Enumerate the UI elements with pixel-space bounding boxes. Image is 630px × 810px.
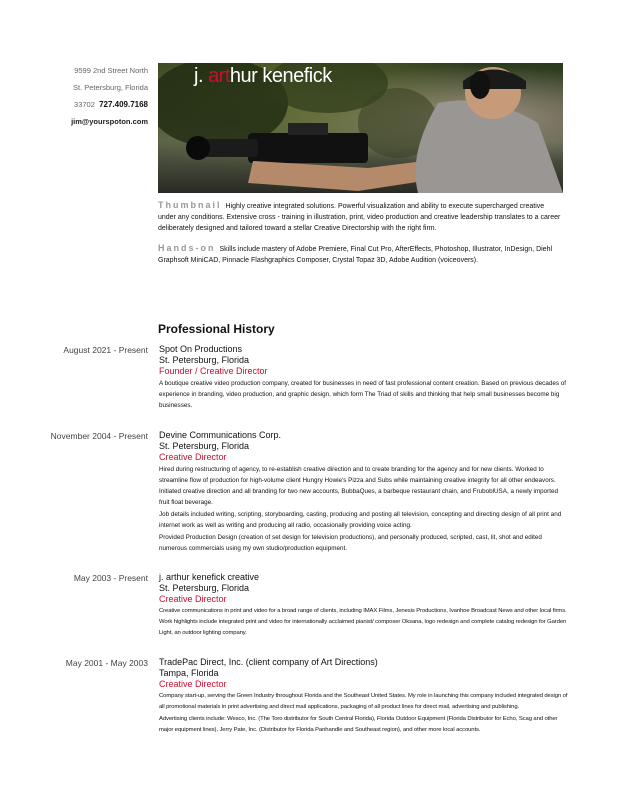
job-description-2: Job details included writing, scripting, storyboarding, casting, producing and posting all television, concepting and directing design of all print and internet work as well as writing and producing all radio, occasionally providing voice acting.: [159, 511, 562, 529]
job-description: Company start-up, serving the Green Industry throughout Florida and the Southeast United States. My role in launching this company included integrated design of all promotional materials in print advertising and direct mail applications, packaging of all product lines for direct mail, advertising and publishing.: [159, 693, 568, 710]
job-description: A boutique creative video production company, created for businesses in need of fast professional content creation. Based on previous decades of experience in branding, video production, and graphic design, which form The Triad of skills and thinking that help small businesses become big businesses.: [159, 380, 566, 409]
contact-city: St. Petersburg, Florida: [72, 83, 148, 92]
job-role: Creative Director: [159, 679, 227, 689]
name-prefix: j.: [194, 65, 209, 87]
job-entry: [159, 572, 569, 639]
job-dates: May 2003 - Present: [73, 573, 148, 583]
job-role: Creative Director: [159, 594, 227, 604]
contact-phone: 727.409.7168: [99, 100, 148, 109]
handson-text: Skills include mastery of Adobe Premiere, Final Cut Pro, AfterEffects, Photoshop, Illustrator, InDesign, Diehl Graphsoft MiniCAD, Pinnacle Flashgraphics Composer, Crystal Topaz 3D, Adobe Audition (voiceovers).: [158, 246, 553, 264]
job-location: Tampa, Florida: [159, 668, 219, 678]
job-entry: [159, 344, 569, 411]
job-company: Devine Communications Corp.: [159, 430, 282, 440]
job-company: TradePac Direct, Inc. (client company of Art Directions): [159, 657, 378, 667]
job-dates: May 2001 - May 2003: [65, 658, 148, 668]
section-title: Professional History: [158, 322, 275, 336]
job-location: St. Petersburg, Florida: [159, 441, 250, 451]
thumbnail-text: Highly creative integrated solutions. Powerful visualization and ability to execute supercharged creative under any conditions. Extensive cross - training in illustration, print, video production and creative leadership translates to a career deliberately designed and tailored toward a stellar Creative Directorship with the right firm.: [158, 203, 561, 232]
job-location: St. Petersburg, Florida: [159, 355, 250, 365]
job-description: Creative communications in print and video for a broad range of clients, including IMAX Films, Jenesis Productions, Ivanhoe Broadcast News and other local firms. Work highlights include integrated print and video for internationally acclaimed pianist/ composer Oksana, logo redesign and complete catalog redesign for Garden Light, an outdoor lighting company.: [159, 608, 567, 636]
job-location: St. Petersburg, Florida: [159, 583, 250, 593]
job-entry: [159, 657, 569, 736]
contact-zip-phone: [10, 96, 148, 113]
job-description-2: Advertising clients include: Wesco, Inc. (The Toro distributor for South Central Florida), Florida Outdoor Equipment (Florida Distributor for Echo, Scag and other major equipment lines), Jerry Pate, Inc. (Distributor for Florida Panhandle and Southeast region), and other more local accounts.: [159, 716, 558, 733]
job-entry: [159, 430, 569, 554]
job-description: Hired during restructuring of agency, to re-establish creative direction and to create branding for the agency and for new clients. Worked to streamline flow of production for high-volume client Hungry Howie's Pizza and Subs while maintaining creative integrity for all other endeavors. Initiated creative direction and all branding for two new accounts, BubbaQues, a barbeque restaurant chain, and FruboblUSA, a newly imported fruit float beverage.: [159, 466, 559, 506]
contact-zip: 33702: [74, 100, 95, 109]
job-company: j. arthur kenefick creative: [159, 572, 260, 582]
job-company: Spot On Productions: [159, 344, 243, 354]
handson-summary: [158, 243, 563, 266]
name-accent: art: [208, 65, 230, 87]
thumbnail-label: Thumbnail: [158, 200, 222, 210]
job-dates: November 2004 - Present: [50, 431, 148, 441]
contact-email[interactable]: jim@yourspoton.com: [71, 117, 148, 126]
handson-label: Hands-on: [158, 243, 216, 253]
hero-photo: [158, 63, 563, 193]
job-role: Founder / Creative Director: [159, 366, 268, 376]
job-dates: August 2021 - Present: [63, 345, 148, 355]
thumbnail-summary: [158, 200, 563, 234]
name-suffix: hur kenefick: [229, 65, 332, 87]
job-description-3: Provided Production Design (creation of set design for television productions), and personally produced, scripted, cast, lit, shot and edited numerous commercials using my own studio/production equipment.: [159, 534, 542, 552]
contact-block: [10, 62, 148, 130]
hero-name: [194, 65, 332, 88]
contact-street: 9599 2nd Street North: [74, 66, 148, 75]
job-role: Creative Director: [159, 452, 227, 462]
